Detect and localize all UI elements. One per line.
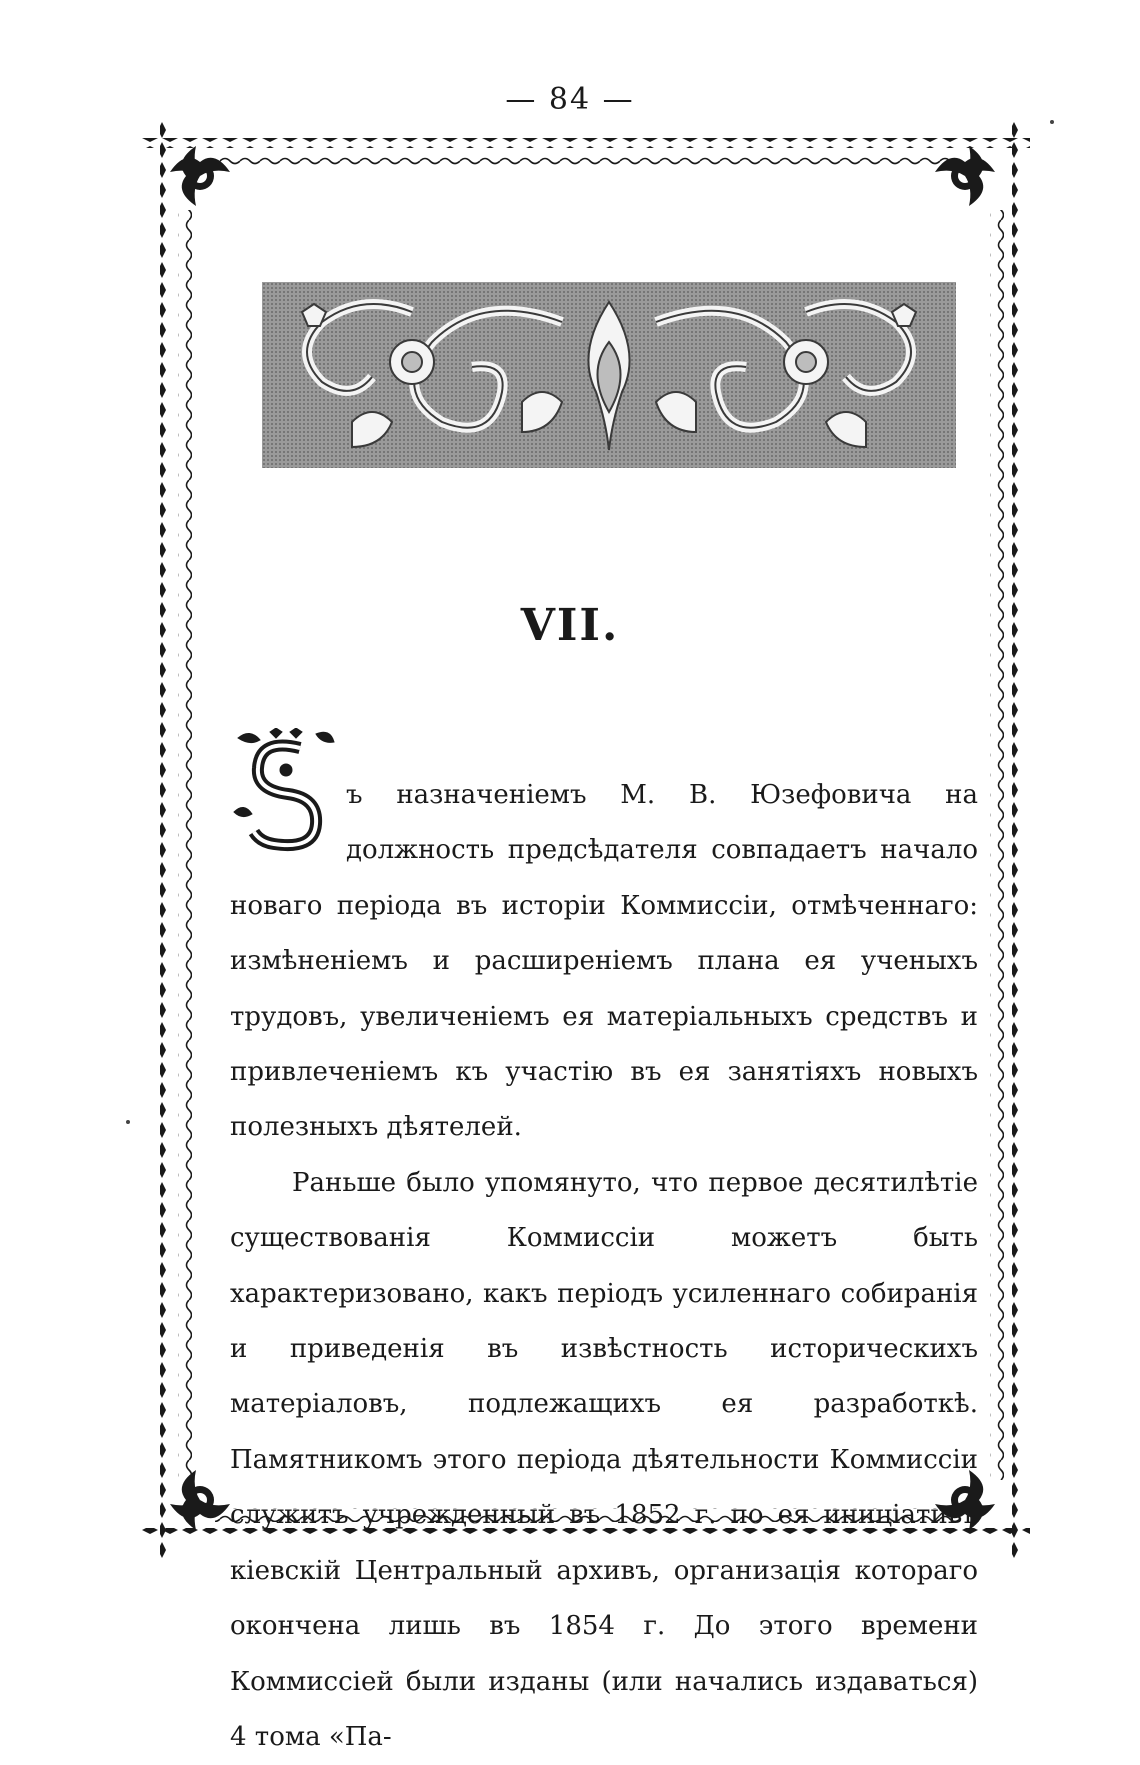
page-number: — 84 — [505,82,635,117]
body-text [230,768,978,1765]
chapter-title: VII. [520,600,620,651]
paragraph-first [230,768,978,1156]
paragraph-1-text: ъ назначеніемъ М. В. Юзефовича на должность предсѣдателя совпадаетъ начало новаго періода въ исторіи Коммиссіи, отмѣченнаго: измѣненіемъ и расширеніемъ плана ея ученыхъ трудовъ, увеличеніемъ ея матеріальныхъ средствъ и привлеченіемъ къ участію въ ея занятіяхъ новыхъ полезныхъ дѣятелей. [230,780,978,1143]
floral-headpiece-icon [262,282,956,468]
paragraph-second: Раньше было упомянуто, что первое десятилѣтіе существованія Коммиссіи можетъ быть характеризовано, какъ періодъ усиленнаго собиранія и приведенія въ извѣстность историческихъ матеріаловъ, подлежащихъ ея разработкѣ. Памятникомъ этого періода дѣятельности Коммиссіи служитъ учрежденный въ 1852 г. по ея иниціативѣ кіевскій Центральный архивъ, организація котораго окончена лишь въ 1854 г. До этого времени Коммиссіей были изданы (или начались издаваться) 4 тома «Па- [230,1167,978,1752]
ornamental-initial-S-icon [230,728,338,854]
